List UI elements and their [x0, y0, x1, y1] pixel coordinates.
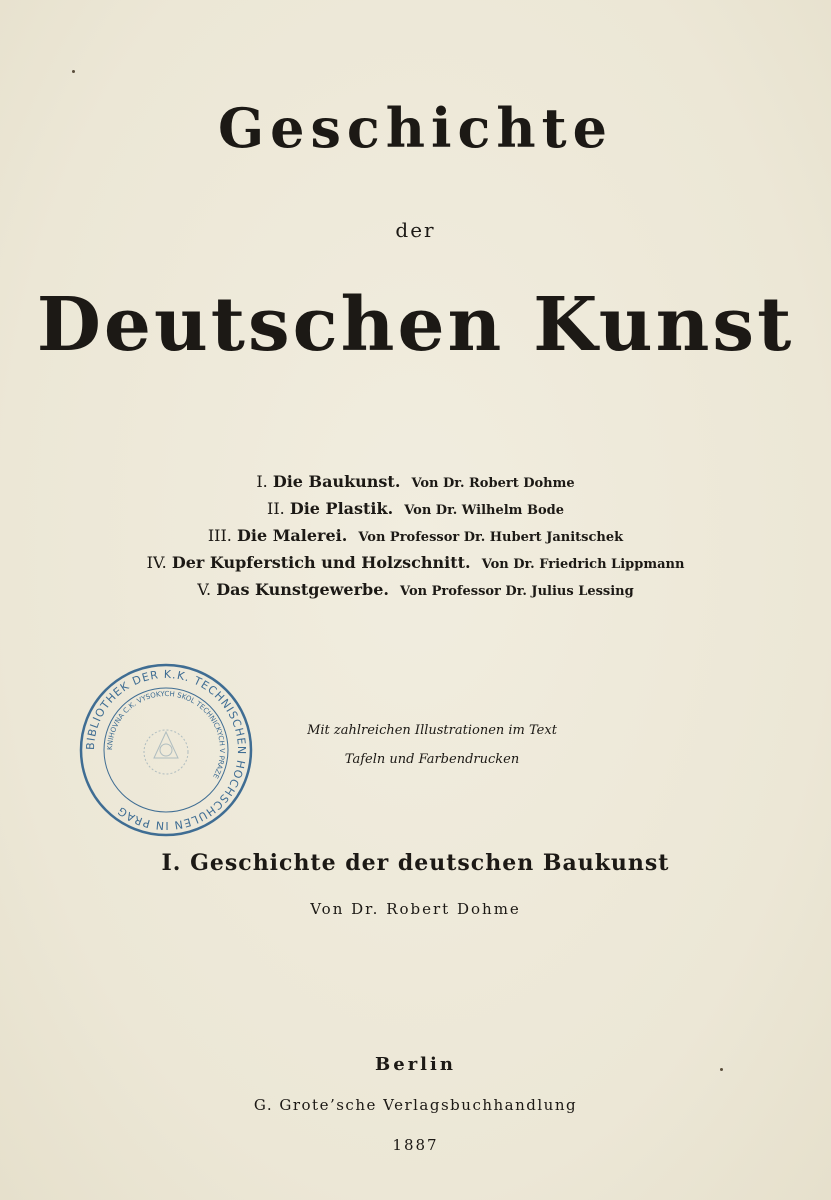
title-line-2: der — [395, 218, 436, 242]
library-stamp — [78, 662, 254, 838]
imprint-publisher: G. Grote’sche Verlagsbuchhandlung — [253, 1096, 578, 1114]
contents-item — [0, 549, 831, 576]
illustrations-line: Mit zahlreichen Illustrationen im Text — [307, 723, 557, 738]
contents-item — [0, 495, 831, 522]
contents-author: Von Dr. Robert Dohme — [411, 476, 575, 491]
contents-author: Von Dr. Friedrich Lippmann — [481, 557, 685, 572]
contents-author: Von Professor Dr. Julius Lessing — [400, 584, 634, 599]
illustrations-line: Tafeln und Farbendrucken — [344, 752, 520, 767]
contents-author: Von Professor Dr. Hubert Janitschek — [358, 530, 624, 545]
contents-item — [0, 576, 831, 603]
imprint-city: Berlin — [375, 1054, 456, 1075]
contents-subject: Der Kupferstich und Holzschnitt. — [171, 553, 471, 572]
volume-author: Von Dr. Robert Dohme — [310, 900, 521, 918]
contents-item — [0, 522, 831, 549]
contents-number: IV. — [146, 553, 167, 572]
contents-number: II. — [267, 499, 285, 518]
contents-subject: Die Baukunst. — [272, 472, 401, 491]
stamp-inner-ring — [104, 688, 228, 812]
contents-subject: Die Plastik. — [289, 499, 394, 518]
title-line-1: Geschichte — [218, 96, 613, 160]
contents-author: Von Dr. Wilhelm Bode — [404, 503, 564, 518]
title-line-3: Deutschen Kunst — [36, 282, 795, 368]
volume-title: I. Geschichte der deutschen Baukunst — [161, 850, 670, 876]
paper-speck — [72, 70, 75, 73]
contents-subject: Das Kunstgewerbe. — [216, 580, 389, 599]
stamp-emblem-icon — [144, 730, 188, 774]
contents-item — [0, 468, 831, 495]
illustrations-note — [282, 716, 582, 774]
stamp-inner-text: KNIHOVNA C.K. VYSOKYCH SKOL TECHNICKYCH V PRAZE — [105, 689, 227, 780]
stamp-outer-text: BIBLIOTHEK DER K.K. TECHNISCHEN HOCHSCHULEN IN PRAG — [83, 667, 249, 833]
imprint-year: 1887 — [392, 1136, 439, 1154]
contents-number: I. — [256, 472, 268, 491]
contents-number: III. — [207, 526, 232, 545]
contents-number: V. — [197, 580, 212, 599]
contents-subject: Die Malerei. — [236, 526, 348, 545]
contents-list — [0, 468, 831, 603]
